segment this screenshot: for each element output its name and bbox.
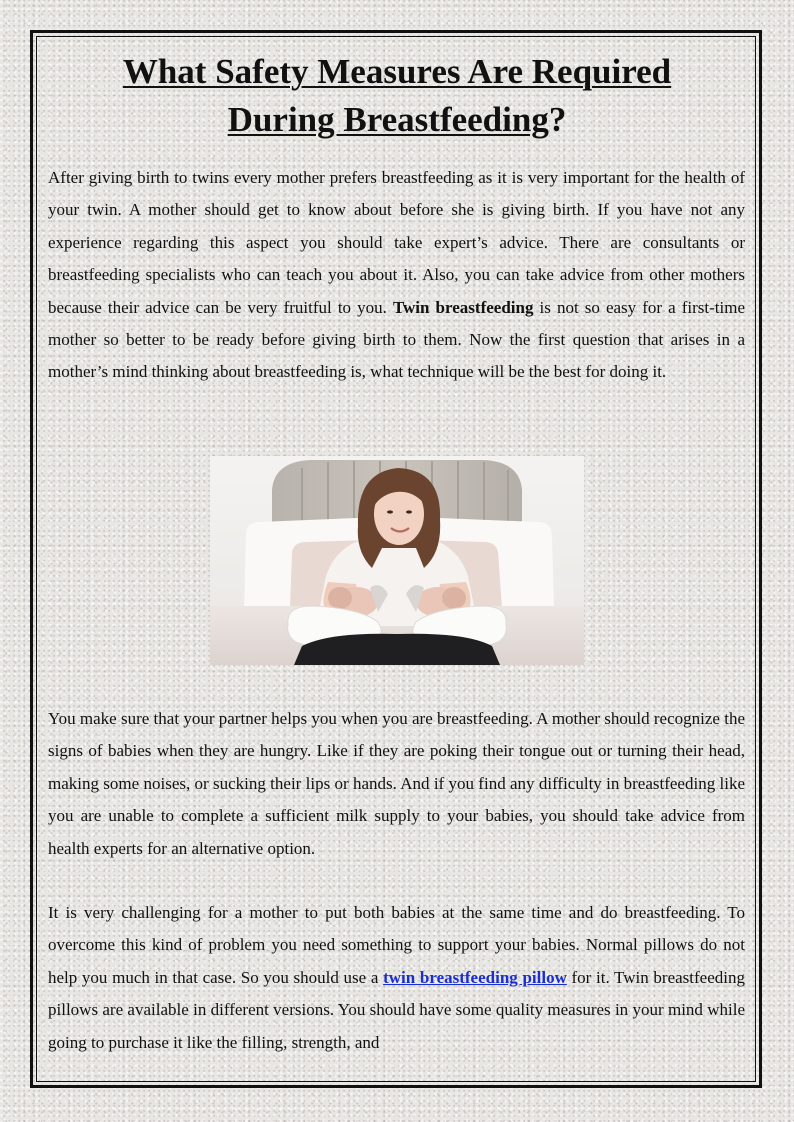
paragraph-pillow-text-b: for it. Twin breastfeeding pillows are available in different versions. You should have some quality measures in your mind while going to purchase it like the filling, strength, and	[48, 967, 745, 1052]
title-line-2: During Breastfeeding	[227, 100, 549, 139]
paragraph-intro-text-a: After giving birth to twins every mother prefers breastfeeding as it is very important for the health of your twin. A mother should get to know about before she is giving birth. If you have not any experience regarding this aspect you should take expert’s advice. There are consultants or breastfeeding specialists who can teach you about it. Also, you can take advice from other mothers because their advice can be very fruitful to you.	[48, 168, 745, 317]
paragraph-pillow-text-a: It is very challenging for a mother to put both babies at the same time and do breastfeeding. To overcome this kind of problem you need something to support your babies. Normal pillows do not help you much in that case. So you should use a	[48, 903, 745, 987]
title-line-1: What Safety Measures Are Required	[122, 52, 672, 91]
paragraph-intro-text-b: is not so easy for a first-time mother so better to be ready before giving birth to them. Now the first question that arises in a mother’s mind thinking about breastfeeding is, what technique will be the best for doing it.	[48, 297, 746, 382]
twin-breastfeeding-pillow-link[interactable]: twin breastfeeding pillow	[383, 967, 567, 987]
paragraph-pillow	[48, 897, 745, 1059]
page-title	[48, 48, 746, 144]
bold-keyword-twin-breastfeeding: Twin breastfeeding	[392, 297, 534, 317]
paragraph-partner-help: You make sure that your partner helps you when you are breastfeeding. A mother should recognize the signs of babies when they are hungry. Like if they are poking their tongue out or turning their head, making some noises, or sucking their lips or hands. And if you find any difficulty in breastfeeding like you are unable to complete a sufficient milk supply to your babies, you should take advice from health experts for an alternative option.	[48, 709, 745, 858]
mother-twins-photo	[210, 456, 584, 665]
paragraph-intro	[48, 162, 745, 389]
title-question-mark: ?	[548, 100, 567, 139]
